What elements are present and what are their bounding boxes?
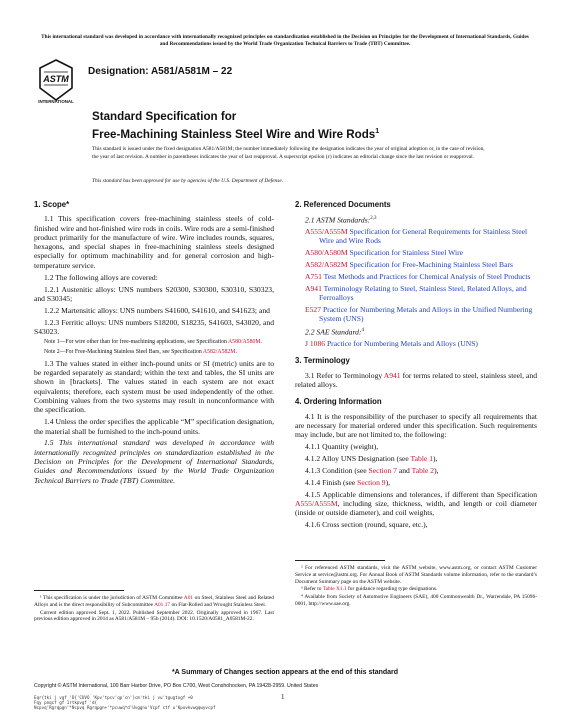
reference-code[interactable]: A582/A582M <box>305 260 348 270</box>
para-4-1-5: 4.1.5 Applicable dimensions and tolerances, if different than Specification A555/A555M, including size, thickness, width, and length or coil diameter (inside or outside diameter), and coil weights, <box>295 489 537 518</box>
para-1-2-1: 1.2.1 Austenitic alloys: UNS numbers S20300, S30300, S30310, S30323, and S30345; <box>34 284 274 303</box>
reference-item[interactable] <box>295 227 537 246</box>
left-column <box>34 200 274 487</box>
para-4-1-4: 4.1.4 Finish (see Section 9), <box>305 477 391 487</box>
reference-code[interactable]: A580/A580M <box>305 248 348 258</box>
footnote-4: ⁴ Available from Society of Automotive Engineers (SAE), 400 Commonwealth Dr., Warrendale, PA 15096-0001, http://www.sae.org. <box>295 594 537 607</box>
section9-link[interactable]: Section 9 <box>357 477 386 487</box>
summary-of-changes-note: *A Summary of Changes section appears at the end of this standard <box>171 669 399 676</box>
reference-item-sae[interactable]: J 1086 Practice for Numbering Metals and Alloys (UNS) <box>305 339 478 349</box>
astm-standards-label: 2.1 ASTM Standards:$^{2,3}$ <box>305 215 377 225</box>
note2-link[interactable]: A582/A582M <box>202 348 236 355</box>
note-2: Note 2—For Free-Machining Stainless Steel Bars, see Specification A582/A582M. <box>44 348 237 355</box>
reference-item[interactable] <box>295 248 537 257</box>
note1-link[interactable]: A580/A580M <box>228 338 261 345</box>
section7-link[interactable]: Section 7 <box>368 465 397 475</box>
reference-title[interactable]: Specification for Stainless Steel Wire <box>349 248 463 258</box>
logo-subtext: INTERNATIONAL <box>38 99 74 104</box>
title-footnote-ref[interactable]: 1 <box>375 128 380 135</box>
table2-link[interactable]: Table 2 <box>411 465 435 475</box>
footnote-1b: Current edition approved Sept. 1, 2022. Published September 2022. Originally approved in 1967. Last previous edition approved in 2014 as A581/A581M – 95b (2014). DOI: 10.1520/A0581_A0581M-22. <box>34 609 274 623</box>
copyright-line: Copyright © ASTM International, 100 Barr Harbor Drive, PO Box C700, West Conshohocken, PA 19428-2959. United States <box>34 683 319 689</box>
section-referenced-documents-heading: 2. Referenced Documents <box>295 200 391 209</box>
note-1: Note 1—For wire other than for free-machining applications, see Specification A580/A580M. <box>44 338 262 345</box>
logo-text: ASTM <box>43 74 69 84</box>
para-4-1-3: 4.1.3 Condition (see Section 7 and Table 2), <box>305 465 439 475</box>
license-codes: Eqr{tki j vgf 'D{'CUVO 'Kpv'tpcv'qp'cn'}cm'tki j vu'tgugtxgf +0 Fqy pnqcf gf 1rtkpvgf 'd{ Ncpvq'Rgrqpgn'*Ncpvq Rgrqpgn+'*pcuwq*d'Uvggnu'Vcpf ctf u'Kpuvkvwgqwyvcpf <box>34 695 216 711</box>
para-3-1: 3.1 Refer to Terminology A941 for terms related to steel, stainless steel, and related alloys. <box>295 370 537 390</box>
para-1-2-3: 1.2.3 Ferritic alloys: UNS numbers S18200, S18235, S41603, S43020, and S43023. <box>34 317 274 336</box>
page-number: 1 <box>281 693 285 701</box>
reference-title[interactable]: Practice for Numbering Metals and Alloys in the Unified Numbering System (UNS) <box>319 305 533 324</box>
issued-note: This standard is issued under the fixed designation A581/A581M; the number immediately following the designation indicates the year of original adoption or, in the case of revision, the year of last revision. A number in parentheses indicates the year of last reapproval. A superscript epsilon (ε) indicates an editorial change since the last revision or reapproval. <box>92 146 485 160</box>
approved-note: This standard has been approved for use by agencies of the U.S. Department of Defense. <box>92 178 284 184</box>
para-1-3: 1.3 The values stated in either inch-pound units or SI (metric) units are to be regarded separately as standard; within the text and tables, the SI units are shown in [brackets]. The values stated in each system are not exact equivalents; therefore, each system must be used independently of the other. Combining values from the two systems may result in nonconformance with the specification. <box>34 358 274 415</box>
reference-item[interactable] <box>295 284 537 303</box>
right-column <box>295 200 537 532</box>
para-1-1: 1.1 This specification covers free-machining stainless steels of cold-finished wire and hot-finished wire rods in coils. Wire rods are a semi-finished product primarily for the manufacture of wire. Wire includes rounds, squares, hexagons, and special shapes in free-machining stainless steels designed especially for optimum machinability and for general corrosion and high-temperature service. <box>34 214 274 270</box>
page-title <box>92 109 512 142</box>
reference-title[interactable]: Specification for General Requirements for Stainless Steel Wire and Wire Rods <box>319 227 528 246</box>
section-ordering-heading: 4. Ordering Information <box>295 397 382 407</box>
para-1-4: 1.4 Unless the order specifies the applicable “M” specification designation, the material shall be furnished to the inch-pound units. <box>34 417 274 436</box>
tablex11-link[interactable]: Table X1.1 <box>322 586 347 593</box>
footnotes-right <box>295 560 537 609</box>
a941-link[interactable]: A941 <box>383 370 401 380</box>
footnote-1: ¹ This specification is under the jurisdiction of ASTM Committee A01 on Steel, Stainless Steel and Related Alloys and is the direct responsibility of Subcommittee A01.17 on Flat-Rolled and Wrought Stainless Steel. <box>34 595 274 608</box>
footnote-divider <box>34 590 124 591</box>
table1-link[interactable]: Table 1 <box>410 454 433 464</box>
footnotes-left <box>34 590 274 624</box>
reference-title[interactable]: Test Methods and Practices for Chemical Analysis of Steel Products <box>323 272 531 282</box>
a01-link[interactable]: A01 <box>183 595 194 601</box>
footnote-2: ² For referenced ASTM standards, visit the ASTM website, www.astm.org, or contact ASTM Customer Service at service@astm.org. For Annual Book of ASTM Standards volume information, refer to the standard’s Document Summary page on the ASTM website. <box>295 565 537 585</box>
para-4-1: 4.1 It is the responsibility of the purchaser to specify all requirements that are necessary for material ordered under this specification. Such requirements may include, but are not limited to, the following: <box>295 411 537 440</box>
top-notice: This international standard was developed in accordance with internationally recognized principles on standardization established in the Decision on Principles for the Development of International Standards, Guides and Recommendations issued by the World Trade Organization Technical Barriers to Trade (TBT) Committee. <box>41 34 529 47</box>
section-terminology-heading: 3. Terminology <box>295 356 350 366</box>
para-4-1-1: 4.1.1 Quantity (weight), <box>305 442 379 452</box>
para-4-1-2: 4.1.2 Alloy UNS Designation (see Table 1), <box>305 454 438 464</box>
para-1-2-2: 1.2.2 Martensitic alloys: UNS numbers S41600, S41610, and S41623; and <box>44 305 270 315</box>
footnote-3: ³ Refer to Table X1.1 for guidance regarding type designations. <box>301 586 438 593</box>
title-line2: Free-Machining Stainless Steel Wire and Wire Rods <box>92 127 376 141</box>
designation: Designation: A581/A581M – 22 <box>88 66 233 77</box>
reference-title[interactable]: Specification for Free-Machining Stainless Steel Bars <box>349 260 513 270</box>
para-4-1-6: 4.1.6 Cross section (round, square, etc.), <box>305 520 428 530</box>
reference-title[interactable]: Terminology Relating to Steel, Stainless Steel, Related Alloys, and Ferroalloys <box>319 283 527 303</box>
section-scope-heading: 1. Scope* <box>34 200 70 209</box>
reference-item[interactable] <box>295 260 537 269</box>
reference-item[interactable] <box>295 305 537 324</box>
title-line1: Standard Specification for <box>92 110 237 123</box>
reference-code[interactable]: E527 <box>305 305 322 315</box>
para-1-2: 1.2 The following alloys are covered: <box>44 272 158 282</box>
reference-code[interactable]: A751 <box>305 272 322 282</box>
astm-logo <box>36 58 76 104</box>
reference-code[interactable]: A555/A555M <box>305 227 348 237</box>
reference-item[interactable] <box>295 272 537 281</box>
reference-code[interactable]: A941 <box>305 283 322 293</box>
para-1-5: 1.5 This international standard was developed in accordance with internationally recognized principles on standardization established in the Decision on Principles for the Development of International Standards, Guides and Recommendations issued by the World Trade Organization Technical Barriers to Trade (TBT) Committee. <box>34 438 274 485</box>
sae-standard-label: 2.2 SAE Standard:$^4$ <box>305 327 364 337</box>
a0117-link[interactable]: A01.17 <box>154 601 171 608</box>
a555-link[interactable]: A555/A555M <box>295 499 338 509</box>
footnote-divider-right <box>295 560 385 561</box>
reference-list <box>295 227 537 324</box>
